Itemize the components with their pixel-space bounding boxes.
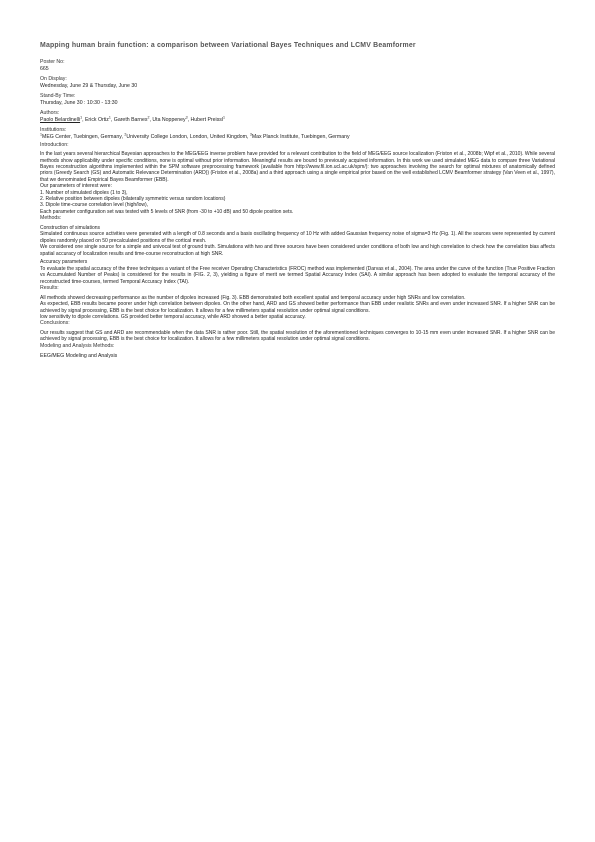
param-item: 2. Relative position between dipoles (bilaterally symmetric versus random locations) [40, 196, 226, 203]
construction-heading: Construction of simulations [40, 224, 101, 231]
results-text-2: As expected, EBB results became poorer under high correlation between dipoles. On the other hand, ARD and GS showed better performance than EBB under realistic SNRs and even under increased SNR. If a higher SNR can be achieved by signal processing, EBB is the best choice for localization. It allows for a few millimeters spatial resolution under optimal signal conditions. [40, 301, 555, 314]
param-item: 3. Dipole time-course correlation level (high/low), [40, 202, 149, 209]
params-intro: Our parameters of interest were: [40, 183, 112, 190]
institution-name: Max Planck Institute, Tuebingen, Germany [251, 134, 350, 141]
modeling-label: Modeling and Analysis Methods: [40, 342, 115, 349]
conclusions-text: Our results suggest that GS and ARD are recommendable when the data SNR is rather poor. Still, the spatial resolution of the aforementioned techniques converges to 10-15 mm even under increased SNR. If a higher SNR can be achieved by signal processing, EBB is the best choice for localization. It allows for a few millimeters spatial resolution under optimal signal conditions. [40, 330, 555, 343]
affiliation-sup: 2 [147, 115, 150, 120]
accuracy-text: To evaluate the spatial accuracy of the three techniques a variant of the Free receiver Operating Characteristics (FROC) method was implemented (Darvas et al., 2004). The area under the curve of the function (True Positive Fraction vs Accumulated Number of Peaks) is considered for the results in (FIG. 2, 3), yielding a figure of merit we termed Spatial Accuracy Index (SAI). A similar approach has been adopted to evaluate the temporal accuracy of the reconstructed time-courses, termed Temporal Accuracy Index (TAI). [40, 265, 555, 285]
institution-sup: 3 [249, 132, 252, 137]
poster-no-label: Poster No: [40, 59, 65, 65]
results-text-1: All methods showed decreasing performance as the number of dipoles increased (Fig. 3). EBB demonstrated both excellent spatial and temporal accuracy under high SNRs and low correlation. [40, 294, 466, 301]
param-item: 1. Number of simulated dipoles (1 to 3), [40, 189, 128, 196]
accuracy-heading: Accuracy parameters [40, 259, 88, 266]
construction-text-2: We considered one single source for a simple and univocal test of ground truth. Simulations with two and three sources have been considered under conditions of both low and high correlation to check how the correlation bias affects spatial accuracy of localization results and time-course reconstruction at high SNR. [40, 244, 555, 257]
standby-value: Thursday, June 30 : 10:30 - 13:30 [40, 100, 118, 107]
institution-name: MEG Center, Tuebingen, Germany, [42, 134, 125, 141]
conclusions-label: Conclusions: [40, 320, 70, 327]
introduction-text: In the last years several hierarchical Bayesian approaches to the MEG/EEG inverse problem have provided for a relevant contribution to the field of MEG/EEG source localization (Friston et al., 2008b; Wipf et al., 2010). While several methods show applicability under specific conditions, none is optimal without prior information. Meaningful results are bound to previously acquired information. In this work we used simulated MEG data to compare three Variational Bayes reconstruction algorithms implemented within the SPM software preprocessing framework (available from http://www.fil.ion.ucl.ac.uk/spm/): two approaches involving the search for optimal mixtures of anatomically defined priors (Greedy Search (GS) and Automatic Relevance Determination (ARD)) (Friston et al., 2008a) and a third approach using a single empirical prior based on the well established LCMV Beamformer strategy (Van Veen et al., 1997), that we denominated Empirical Bayes Beamformer (EBB). [40, 151, 555, 183]
abstract-page [40, 42, 555, 360]
institution-sup: 2 [124, 132, 127, 137]
modeling-value: EEG/MEG Modeling and Analysis [40, 352, 118, 359]
affiliation-sup: 1 [80, 115, 83, 120]
affiliation-sup: 1 [108, 115, 111, 120]
institution-name: University College London, London, United Kingdom, [126, 134, 250, 141]
author-name: , Uta Noppeney [149, 117, 186, 124]
affiliation-sup: 3 [185, 115, 188, 120]
params-tail: Each parameter configuration set was tested with 5 levels of SNR (from -30 to +10 dB) and 50 dipole position sets. [40, 208, 294, 215]
author-name: , Hubert Preissl [187, 117, 224, 124]
construction-text: Simulated continuous source activities were generated with a length of 0.8 seconds and a basis oscillating frequency of 10 Hz with added Gaussian frequency noise of sigma=3 Hz (Fig. 1). All the sources were represented by current dipoles randomly placed on 50 precalculated positions of the cortical mesh. [40, 231, 555, 244]
results-text-3: low sensitivity to dipole correlations. GS provided better temporal accuracy, while ARD showed a better spatial accuracy. [40, 313, 306, 320]
methods-label: Methods: [40, 215, 62, 222]
introduction-label: Introduction: [40, 141, 69, 148]
results-label: Results: [40, 285, 59, 292]
standby-label: Stand-By Time: [40, 92, 76, 99]
author-name: , Gareth Barnes [110, 117, 148, 124]
author-link[interactable]: Paolo Belardinelli [40, 117, 81, 124]
authors-list [40, 117, 555, 124]
abstract-title: Mapping human brain function: a comparison between Variational Bayes Techniques and LCMV Beamformer [40, 42, 416, 49]
institutions-label: Institutions: [40, 126, 67, 133]
authors-label: Authors: [40, 109, 60, 116]
on-display-value: Wednesday, June 29 & Thursday, June 30 [40, 83, 138, 90]
institutions-list [40, 134, 555, 141]
on-display-label: On Display: [40, 75, 67, 82]
author-name: , Erick Ortiz [82, 117, 109, 124]
institution-sup: 1 [40, 132, 42, 137]
affiliation-sup: 1 [223, 115, 226, 120]
poster-no-value: 665 [40, 66, 49, 73]
